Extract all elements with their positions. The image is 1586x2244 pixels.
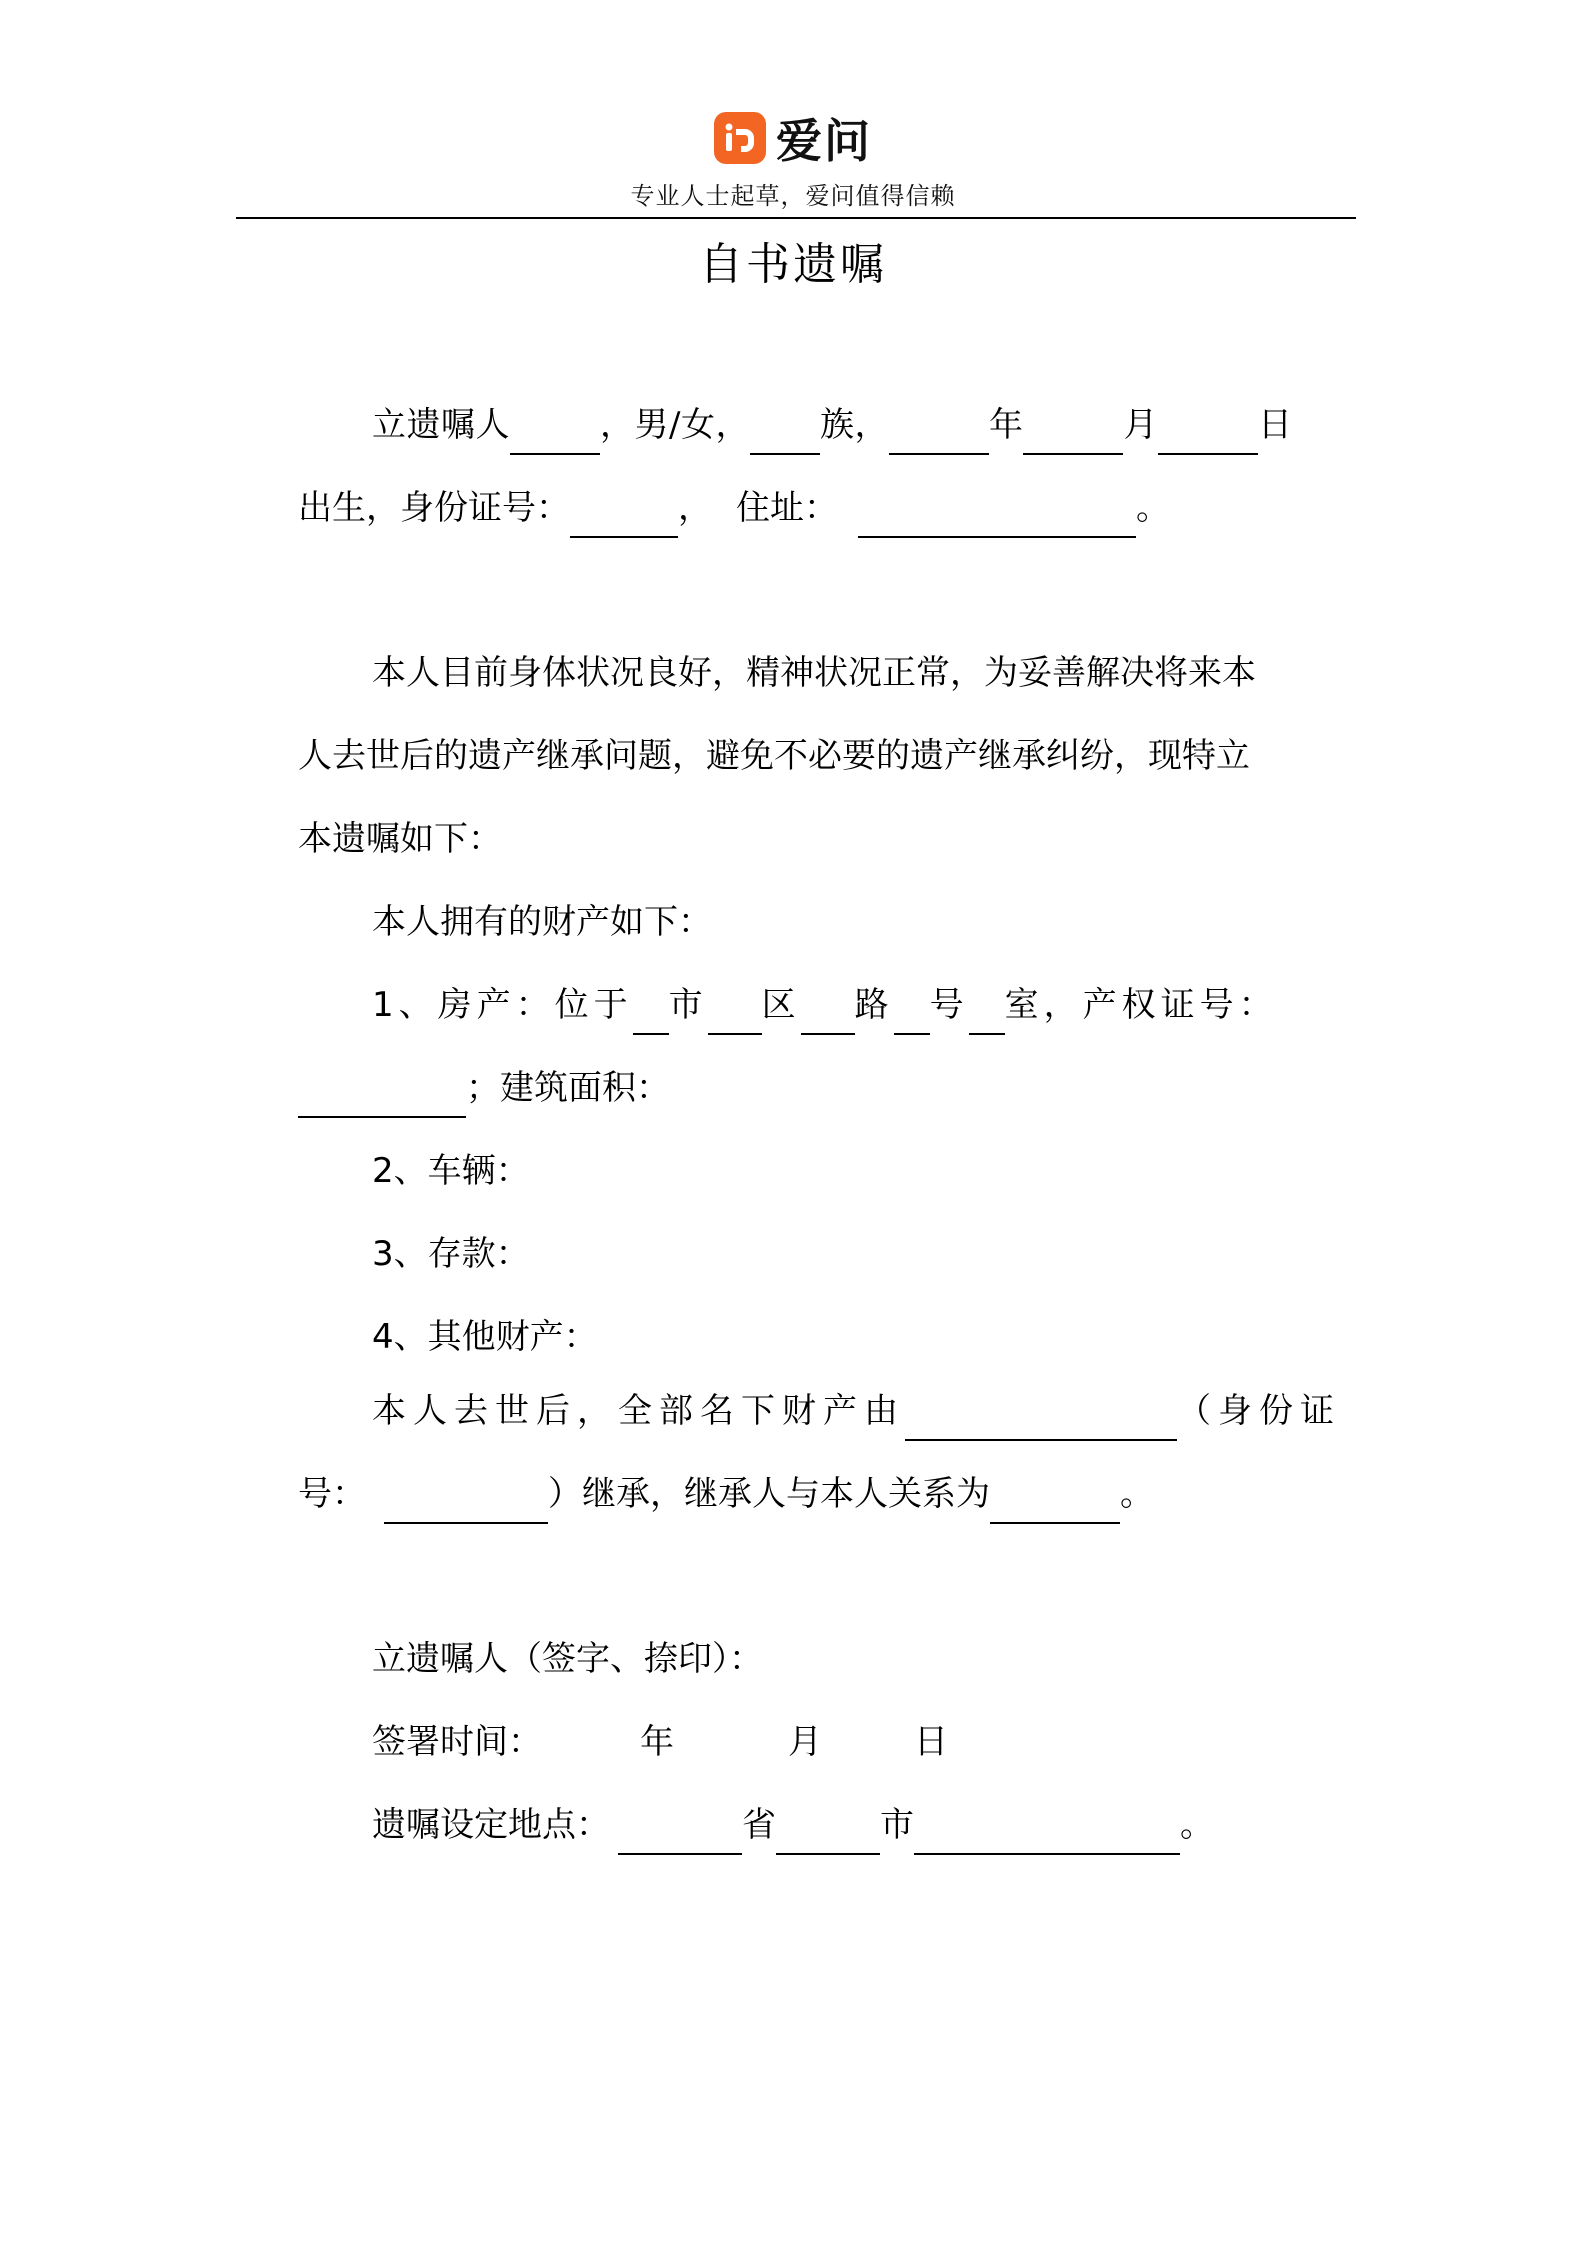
house-city-blank[interactable] bbox=[633, 995, 669, 1035]
heir-id-blank[interactable] bbox=[384, 1484, 548, 1524]
vehicle-line: 2、车辆： bbox=[372, 1151, 530, 1191]
testator-line-2: 出生，身份证号： ， 住址： 。 bbox=[298, 478, 1353, 561]
brand-logo bbox=[0, 108, 1586, 168]
sign-date-line: 签署时间： 年 月 日 bbox=[372, 1722, 948, 1762]
name-blank[interactable] bbox=[510, 415, 600, 455]
birth-day-blank[interactable] bbox=[1158, 415, 1258, 455]
id-number-blank[interactable] bbox=[570, 498, 678, 538]
intro-line-1: 本人目前身体状况良好，精神状况正常，为妥善解决将来本 bbox=[372, 653, 1256, 693]
deposit-line: 3、存款： bbox=[372, 1234, 530, 1274]
doc-header bbox=[0, 108, 1586, 211]
intro-line-3: 本遗嘱如下： bbox=[298, 819, 502, 859]
place-province-blank[interactable] bbox=[618, 1815, 742, 1855]
testator-signature-line: 立遗嘱人（签字、捺印）： bbox=[372, 1639, 763, 1679]
inherit-line-2: 号： ）继承，继承人与本人关系为 。 bbox=[298, 1464, 1353, 1547]
header-divider bbox=[236, 217, 1356, 219]
heir-name-blank[interactable] bbox=[905, 1401, 1177, 1441]
place-city-blank[interactable] bbox=[776, 1815, 880, 1855]
other-property-line: 4、其他财产： bbox=[372, 1317, 598, 1357]
house-cert-blank[interactable] bbox=[298, 1078, 466, 1118]
house-line-2: ；建筑面积： bbox=[298, 1058, 1353, 1141]
address-blank[interactable] bbox=[858, 498, 1136, 538]
birth-month-blank[interactable] bbox=[1023, 415, 1123, 455]
property-heading: 本人拥有的财产如下： bbox=[372, 902, 712, 942]
aiwen-logo-icon bbox=[714, 112, 766, 164]
house-road-blank[interactable] bbox=[801, 995, 855, 1035]
ethnic-blank[interactable] bbox=[750, 415, 820, 455]
document-body bbox=[298, 395, 1353, 1878]
inherit-line-1: 本人去世后，全部名下财产由 （身份证 bbox=[298, 1381, 1353, 1464]
intro-line-2: 人去世后的遗产继承问题，避免不必要的遗产继承纠纷，现特立 bbox=[298, 736, 1250, 776]
house-number-blank[interactable] bbox=[894, 995, 930, 1035]
testator-line-1: 立遗嘱人 ，男/女， 族， 年 月 日 bbox=[298, 395, 1353, 478]
house-line-1: 1、房产：位于 市 区 路 号 室，产权证号： bbox=[298, 975, 1353, 1058]
sign-place-line: 遗嘱设定地点： 省 市 。 bbox=[298, 1795, 1353, 1878]
house-room-blank[interactable] bbox=[969, 995, 1005, 1035]
place-detail-blank[interactable] bbox=[914, 1815, 1180, 1855]
house-district-blank[interactable] bbox=[708, 995, 762, 1035]
brand-name: 爱问 bbox=[776, 114, 872, 168]
brand-slogan: 专业人士起草，爱问值得信赖 bbox=[630, 182, 956, 210]
heir-relation-blank[interactable] bbox=[990, 1484, 1120, 1524]
page-title: 自书遗嘱 bbox=[699, 239, 887, 290]
birth-year-blank[interactable] bbox=[889, 415, 989, 455]
